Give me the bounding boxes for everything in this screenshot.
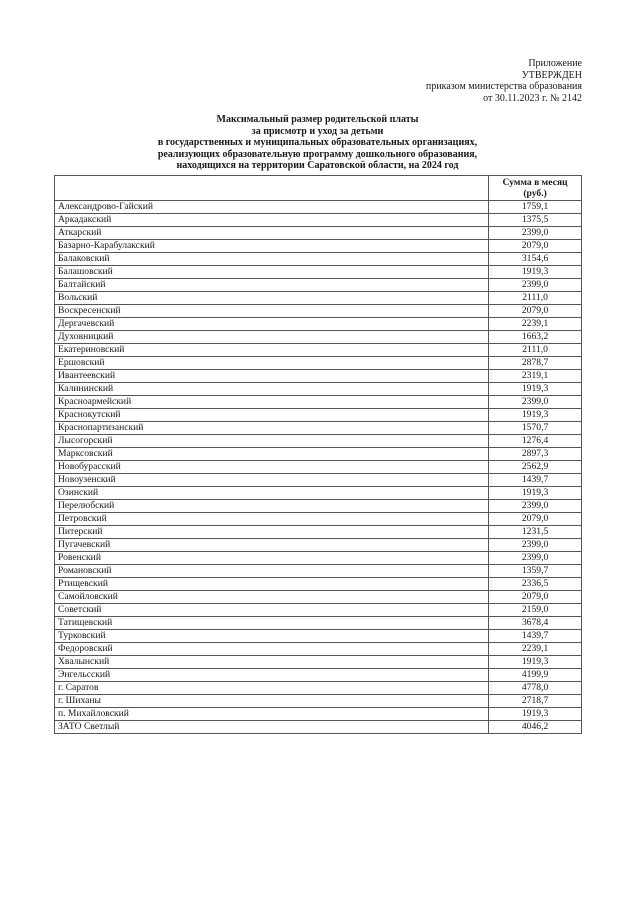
district-name: Аткарский	[55, 227, 489, 240]
document-title	[54, 114, 581, 172]
monthly-amount: 1919,3	[489, 383, 582, 396]
monthly-amount: 2399,0	[489, 227, 582, 240]
monthly-amount: 2399,0	[489, 396, 582, 409]
approved-label: УТВЕРЖДЕН	[521, 69, 582, 81]
district-name: Перелюбский	[55, 500, 489, 513]
appendix-label: Приложение	[528, 58, 582, 69]
table-row	[55, 253, 582, 266]
monthly-amount: 2562,9	[489, 461, 582, 474]
table-row	[55, 461, 582, 474]
district-name: Татищевский	[55, 617, 489, 630]
district-name: Хвалынский	[55, 656, 489, 669]
table-row	[55, 630, 582, 643]
fees-table	[54, 175, 582, 734]
district-name: Ртищевский	[55, 578, 489, 591]
district-name: Пугачевский	[55, 539, 489, 552]
table-row	[55, 227, 582, 240]
monthly-amount: 2718,7	[489, 695, 582, 708]
monthly-amount: 1231,5	[489, 526, 582, 539]
title-line-3: в государственных и муниципальных образовательных организациях,	[157, 137, 478, 149]
monthly-amount: 2336,5	[489, 578, 582, 591]
approval-block	[426, 58, 582, 104]
header-district	[55, 176, 489, 201]
district-name: Самойловский	[55, 591, 489, 604]
monthly-amount: 1919,3	[489, 487, 582, 500]
table-row	[55, 214, 582, 227]
district-name: Питерский	[55, 526, 489, 539]
monthly-amount: 4199,9	[489, 669, 582, 682]
monthly-amount: 3678,4	[489, 617, 582, 630]
table-row	[55, 474, 582, 487]
district-name: Базарно-Карабулакский	[55, 240, 489, 253]
monthly-amount: 1276,4	[489, 435, 582, 448]
monthly-amount: 1919,3	[489, 656, 582, 669]
district-name: Балаковский	[55, 253, 489, 266]
district-name: Ершовский	[55, 357, 489, 370]
table-row	[55, 669, 582, 682]
monthly-amount: 2079,0	[489, 591, 582, 604]
table-header-row	[55, 176, 582, 201]
table-row	[55, 344, 582, 357]
monthly-amount: 2319,1	[489, 370, 582, 383]
monthly-amount: 2239,1	[489, 318, 582, 331]
table-row	[55, 721, 582, 734]
district-name: Новобурасский	[55, 461, 489, 474]
monthly-amount: 2897,3	[489, 448, 582, 461]
table-row	[55, 318, 582, 331]
table-row	[55, 682, 582, 695]
title-line-2: за присмотр и уход за детьми	[251, 125, 384, 137]
monthly-amount: 2239,1	[489, 643, 582, 656]
table-row	[55, 500, 582, 513]
district-name: Дергачевский	[55, 318, 489, 331]
district-name: ЗАТО Светлый	[55, 721, 489, 734]
table-row	[55, 435, 582, 448]
district-name: Балашовский	[55, 266, 489, 279]
monthly-amount: 1919,3	[489, 266, 582, 279]
monthly-amount: 2111,0	[489, 292, 582, 305]
district-name: Ровенский	[55, 552, 489, 565]
district-name: Федоровский	[55, 643, 489, 656]
table-row	[55, 656, 582, 669]
table-row	[55, 201, 582, 214]
table-row	[55, 578, 582, 591]
district-name: Воскресенский	[55, 305, 489, 318]
monthly-amount: 2399,0	[489, 539, 582, 552]
table-row	[55, 591, 582, 604]
table-body	[55, 201, 582, 734]
monthly-amount: 2111,0	[489, 344, 582, 357]
table-row	[55, 266, 582, 279]
table-row	[55, 604, 582, 617]
monthly-amount: 1919,3	[489, 708, 582, 721]
table-row	[55, 383, 582, 396]
monthly-amount: 1375,5	[489, 214, 582, 227]
monthly-amount: 1663,2	[489, 331, 582, 344]
monthly-amount: 2079,0	[489, 240, 582, 253]
table-row	[55, 695, 582, 708]
table-row	[55, 643, 582, 656]
district-name: Лысогорский	[55, 435, 489, 448]
monthly-amount: 2399,0	[489, 279, 582, 292]
district-name: Александрово-Гайский	[55, 201, 489, 214]
monthly-amount: 3154,6	[489, 253, 582, 266]
table-row	[55, 409, 582, 422]
table-row	[55, 370, 582, 383]
district-name: Краснокутский	[55, 409, 489, 422]
monthly-amount: 1439,7	[489, 630, 582, 643]
title-line-1: Максимальный размер родительской платы	[216, 114, 419, 125]
table-row	[55, 396, 582, 409]
table-row	[55, 305, 582, 318]
district-name: Романовский	[55, 565, 489, 578]
monthly-amount: 1919,3	[489, 409, 582, 422]
monthly-amount: 2878,7	[489, 357, 582, 370]
table-row	[55, 487, 582, 500]
district-name: Марксовский	[55, 448, 489, 461]
header-monthly-amount	[489, 176, 582, 201]
district-name: Балтайский	[55, 279, 489, 292]
table-row	[55, 240, 582, 253]
district-name: г. Саратов	[55, 682, 489, 695]
district-name: Вольский	[55, 292, 489, 305]
table-row	[55, 565, 582, 578]
monthly-amount: 2079,0	[489, 305, 582, 318]
header-amount-line-1: Сумма в месяц	[502, 177, 568, 188]
monthly-amount: 2079,0	[489, 513, 582, 526]
table-row	[55, 292, 582, 305]
district-name: Аркадакский	[55, 214, 489, 227]
monthly-amount: 2399,0	[489, 552, 582, 565]
table-row	[55, 552, 582, 565]
header-amount-line-2: (руб.)	[523, 187, 547, 199]
table-row	[55, 279, 582, 292]
district-name: Новоузенский	[55, 474, 489, 487]
monthly-amount: 4778,0	[489, 682, 582, 695]
monthly-amount: 1359,7	[489, 565, 582, 578]
district-name: Красноармейский	[55, 396, 489, 409]
district-name: Калининский	[55, 383, 489, 396]
table-row	[55, 539, 582, 552]
table-row	[55, 448, 582, 461]
district-name: Турковский	[55, 630, 489, 643]
title-line-5: находящихся на территории Саратовской области, на 2024 год	[176, 160, 459, 172]
district-name: Озинский	[55, 487, 489, 500]
order-date-number: от 30.11.2023 г. № 2142	[483, 92, 582, 104]
district-name: Энгельсский	[55, 669, 489, 682]
monthly-amount: 4046,2	[489, 721, 582, 734]
district-name: п. Михайловский	[55, 708, 489, 721]
district-name: Советский	[55, 604, 489, 617]
table-row	[55, 513, 582, 526]
district-name: Краснопартизанский	[55, 422, 489, 435]
order-label: приказом министерства образования	[425, 81, 582, 93]
table-row	[55, 422, 582, 435]
monthly-amount: 2159,0	[489, 604, 582, 617]
district-name: Духовницкий	[55, 331, 489, 344]
monthly-amount: 1759,1	[489, 201, 582, 214]
table-row	[55, 708, 582, 721]
table-row	[55, 331, 582, 344]
table-row	[55, 526, 582, 539]
table-row	[55, 357, 582, 370]
monthly-amount: 2399,0	[489, 500, 582, 513]
monthly-amount: 1570,7	[489, 422, 582, 435]
district-name: Екатериновский	[55, 344, 489, 357]
monthly-amount: 1439,7	[489, 474, 582, 487]
district-name: г. Шиханы	[55, 695, 489, 708]
district-name: Ивантеевский	[55, 370, 489, 383]
district-name: Петровский	[55, 513, 489, 526]
title-line-4: реализующих образовательную программу дошкольного образования,	[157, 148, 478, 160]
table-row	[55, 617, 582, 630]
